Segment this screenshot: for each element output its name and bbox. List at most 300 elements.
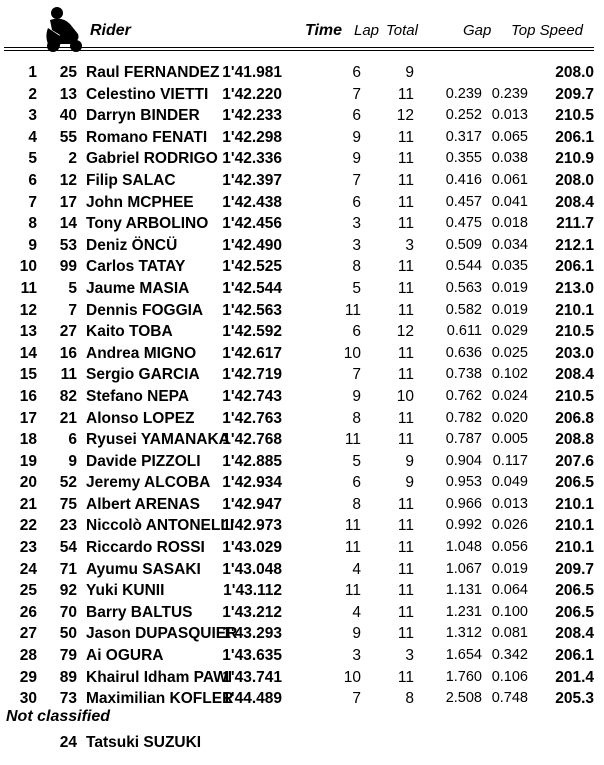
rider-number: 5: [68, 279, 77, 297]
lap-time: 1'42.934: [222, 474, 282, 492]
lap-number: 11: [344, 301, 361, 319]
top-speed: 209.7: [555, 85, 594, 103]
rider-name: Kaito TOBA: [86, 323, 173, 341]
gap-to-previous: 0.024: [491, 387, 528, 404]
top-speed: 210.1: [555, 495, 594, 513]
rider-number: 40: [59, 107, 77, 125]
top-speed: 206.1: [555, 128, 594, 146]
rider-name: Yuki KUNII: [86, 582, 165, 600]
gap-to-first: 0.762: [445, 387, 482, 404]
gap-to-previous: 0.034: [491, 236, 528, 253]
gap-to-previous: 0.061: [491, 171, 528, 188]
rider-number: 16: [59, 344, 77, 362]
total-laps: 11: [397, 409, 414, 427]
position: 1: [28, 64, 37, 81]
total-laps: 9: [405, 64, 414, 81]
results-table: [0, 62, 604, 710]
gap-to-first: 0.475: [445, 215, 482, 232]
table-row: [0, 148, 604, 170]
gap-to-first: 0.992: [445, 517, 482, 534]
lap-time: 1'42.719: [222, 366, 282, 384]
total-laps: 11: [397, 603, 414, 621]
rider-name: Tatsuki SUZUKI: [86, 734, 202, 751]
lap-time: 1'44.489: [222, 690, 282, 708]
header-lap: Lap: [354, 22, 380, 39]
total-laps: 9: [405, 452, 414, 470]
lap-time: 1'43.741: [222, 668, 282, 686]
rider-number: 23: [59, 517, 77, 535]
lap-number: 9: [352, 625, 361, 643]
total-laps: 11: [397, 344, 414, 362]
gap-to-first: 0.636: [445, 344, 482, 361]
table-row: [0, 451, 604, 473]
rider-name: Darryn BINDER: [86, 107, 200, 125]
position: 23: [19, 539, 37, 557]
position: 14: [19, 344, 37, 362]
total-laps: 11: [397, 301, 414, 319]
lap-time: 1'42.592: [222, 323, 282, 341]
gap-to-previous: 0.081: [491, 625, 528, 642]
top-speed: 210.1: [555, 517, 594, 535]
lap-time: 1'43.212: [222, 603, 282, 621]
top-speed: 207.6: [555, 452, 594, 470]
lap-time: 1'43.635: [222, 647, 282, 665]
gap-to-first: 0.738: [445, 366, 482, 383]
top-speed: 208.8: [555, 431, 594, 449]
total-laps: 10: [396, 387, 414, 405]
total-laps: 11: [397, 366, 414, 384]
lap-number: 4: [352, 603, 361, 621]
rider-name: Niccolò ANTONELLI: [86, 517, 235, 535]
rider-number: 2: [68, 150, 77, 168]
total-laps: 8: [405, 690, 414, 708]
rider-number: 82: [59, 387, 77, 405]
lap-number: 10: [343, 668, 361, 686]
position: 11: [20, 279, 37, 297]
rider-number: 13: [59, 85, 77, 103]
top-speed: 208.4: [555, 193, 594, 211]
rider-name: Celestino VIETTI: [86, 85, 209, 103]
total-laps: 11: [397, 495, 414, 513]
lap-number: 7: [352, 690, 361, 708]
lap-time: 1'42.490: [222, 236, 282, 254]
total-laps: 11: [397, 431, 414, 449]
lap-time: 1'42.763: [222, 409, 282, 427]
gap-to-previous: 0.005: [491, 431, 528, 448]
position: 15: [19, 366, 37, 384]
gap-to-previous: 0.100: [491, 603, 528, 620]
position: 5: [28, 150, 37, 168]
gap-to-first: 0.317: [445, 128, 482, 145]
table-row: [0, 62, 604, 84]
top-speed: 206.5: [555, 603, 594, 621]
gap-to-previous: 0.748: [491, 690, 528, 707]
top-speed: 205.3: [555, 690, 594, 708]
total-laps: 11: [397, 128, 414, 146]
position: 21: [19, 495, 37, 513]
gap-to-previous: 0.013: [491, 107, 528, 124]
rider-number: 25: [59, 64, 77, 81]
rider-name: Ayumu SASAKI: [86, 560, 201, 578]
gap-to-previous: 0.029: [491, 323, 528, 340]
lap-number: 6: [352, 193, 361, 211]
gap-to-previous: 0.064: [491, 582, 528, 599]
lap-time: 1'42.298: [222, 128, 282, 146]
gap-to-previous: 0.020: [491, 409, 528, 426]
gap-to-first: 0.953: [445, 474, 482, 491]
top-speed: 209.7: [555, 560, 594, 578]
gap-to-first: 0.966: [445, 495, 482, 512]
rider-number: 12: [59, 171, 77, 189]
header-divider-bottom: [4, 50, 594, 51]
lap-time: 1'42.885: [222, 452, 282, 470]
gap-to-previous: 0.342: [491, 647, 528, 664]
total-laps: 11: [397, 539, 414, 557]
top-speed: 208.4: [555, 625, 594, 643]
lap-number: 9: [352, 387, 361, 405]
position: 22: [19, 517, 37, 535]
gap-to-first: 1.654: [445, 647, 482, 664]
top-speed: 211.7: [556, 215, 594, 233]
gap-to-first: 0.239: [445, 85, 482, 102]
table-row: [0, 213, 604, 235]
lap-number: 6: [352, 107, 361, 125]
lap-time: 1'43.112: [223, 582, 282, 600]
lap-number: 3: [352, 215, 361, 233]
rider-name: John MCPHEE: [86, 193, 194, 211]
rider-number: 71: [59, 560, 77, 578]
table-row: [0, 688, 604, 710]
header-time: Time: [305, 22, 343, 39]
rider-name: Gabriel RODRIGO: [86, 150, 218, 168]
table-row: [0, 494, 604, 516]
gap-to-first: 0.252: [445, 107, 482, 124]
header-top-speed: Top Speed: [511, 22, 584, 39]
table-row: [0, 515, 604, 537]
lap-number: 11: [344, 582, 361, 600]
rider-name: Khairul Idham PAWI: [86, 668, 233, 686]
gap-to-first: 1.067: [445, 560, 482, 577]
top-speed: 210.5: [555, 107, 594, 125]
rider-number: 50: [59, 625, 77, 643]
table-row: [0, 602, 604, 624]
total-laps: 11: [397, 215, 414, 233]
lap-number: 3: [352, 647, 361, 665]
gap-to-first: 1.231: [445, 603, 482, 620]
rider-number: 7: [68, 301, 77, 319]
position: 27: [19, 625, 37, 643]
top-speed: 203.0: [555, 344, 594, 362]
rider-number: 14: [59, 215, 77, 233]
top-speed: 212.1: [555, 236, 594, 254]
table-row: [0, 580, 604, 602]
lap-time: 1'42.397: [222, 171, 282, 189]
header-rider: Rider: [90, 22, 131, 39]
gap-to-first: 0.563: [445, 279, 482, 296]
table-row: [0, 192, 604, 214]
rider-name: Jaume MASIA: [86, 279, 190, 297]
gap-to-previous: 0.026: [491, 517, 528, 534]
rider-number: 52: [59, 474, 77, 492]
total-laps: 11: [397, 171, 414, 189]
rider-name: Andrea MIGNO: [86, 344, 197, 362]
lap-time: 1'43.048: [222, 560, 282, 578]
table-row: [0, 278, 604, 300]
position: 25: [19, 582, 37, 600]
top-speed: 208.0: [555, 64, 594, 81]
lap-number: 8: [352, 409, 361, 427]
lap-number: 4: [352, 560, 361, 578]
rider-name: Deniz ÖNCÜ: [86, 236, 178, 254]
not-classified-title: Not classified: [6, 708, 111, 725]
table-row: [0, 386, 604, 408]
header-gap: Gap: [463, 22, 492, 39]
lap-time: 1'42.973: [222, 517, 282, 535]
rider-number: 73: [59, 690, 77, 708]
gap-to-previous: 0.106: [491, 668, 528, 685]
top-speed: 210.1: [555, 301, 594, 319]
lap-number: 3: [352, 236, 361, 254]
position: 16: [19, 387, 37, 405]
rider-name: Riccardo ROSSI: [86, 539, 205, 557]
rider-number: 53: [59, 236, 77, 254]
gap-to-previous: 0.018: [491, 215, 528, 232]
lap-number: 10: [343, 344, 361, 362]
top-speed: 206.8: [555, 409, 594, 427]
gap-to-first: 0.611: [446, 323, 482, 340]
lap-number: 7: [352, 366, 361, 384]
lap-number: 9: [352, 128, 361, 146]
position: 7: [28, 193, 37, 211]
lap-number: 5: [352, 279, 361, 297]
top-speed: 210.5: [555, 323, 594, 341]
rider-name: Stefano NEPA: [86, 387, 190, 405]
total-laps: 11: [397, 193, 414, 211]
lap-number: 6: [352, 323, 361, 341]
table-row: [0, 127, 604, 149]
gap-to-previous: 0.065: [491, 128, 528, 145]
top-speed: 210.5: [555, 387, 594, 405]
rider-number: 17: [59, 193, 77, 211]
total-laps: 11: [397, 625, 414, 643]
gap-to-first: 0.582: [445, 301, 482, 318]
table-row: [0, 645, 604, 667]
position: 6: [28, 171, 37, 189]
lap-time: 1'42.563: [222, 301, 282, 319]
position: 4: [28, 128, 37, 146]
lap-number: 8: [352, 258, 361, 276]
position: 29: [19, 668, 37, 686]
lap-time: 1'43.029: [222, 539, 282, 557]
lap-time: 1'41.981: [222, 64, 282, 81]
rider-name: Filip SALAC: [86, 171, 176, 189]
header-total: Total: [386, 22, 418, 39]
position: 24: [19, 560, 37, 578]
total-laps: 3: [405, 236, 414, 254]
lap-number: 11: [344, 539, 361, 557]
top-speed: 208.4: [555, 366, 594, 384]
position: 3: [28, 107, 37, 125]
gap-to-first: 0.787: [445, 431, 482, 448]
lap-number: 11: [344, 431, 361, 449]
rider-number: 21: [59, 409, 77, 427]
gap-to-first: 0.544: [445, 258, 482, 275]
rider-name: Maximilian KOFLER: [86, 690, 234, 708]
table-row: [0, 623, 604, 645]
gap-to-first: 0.904: [445, 452, 482, 469]
table-row: [0, 364, 604, 386]
rider-name: Jeremy ALCOBA: [86, 474, 211, 492]
table-row: [0, 559, 604, 581]
lap-time: 1'42.617: [222, 344, 282, 362]
table-header: [0, 0, 604, 56]
top-speed: 206.5: [555, 582, 594, 600]
lap-time: 1'42.233: [222, 107, 282, 125]
top-speed: 206.5: [555, 474, 594, 492]
position: 28: [19, 647, 37, 665]
gap-to-first: 2.508: [445, 690, 482, 707]
gap-to-previous: 0.049: [491, 474, 528, 491]
gap-to-previous: 0.035: [491, 258, 528, 275]
position: 9: [28, 236, 37, 254]
total-laps: 12: [396, 323, 414, 341]
top-speed: 210.1: [555, 539, 594, 557]
lap-number: 6: [352, 64, 361, 81]
rider-name: Albert ARENAS: [86, 495, 200, 513]
gap-to-previous: 0.019: [491, 301, 528, 318]
rider-name: Dennis FOGGIA: [86, 301, 204, 319]
total-laps: 11: [397, 582, 414, 600]
lap-number: 11: [344, 517, 361, 535]
rider-name: Jason DUPASQUIER: [86, 625, 238, 643]
rider-name: Barry BALTUS: [86, 603, 193, 621]
gap-to-first: 1.312: [445, 625, 482, 642]
lap-number: 7: [352, 85, 361, 103]
rider-name: Ryusei YAMANAKA: [86, 431, 230, 449]
gap-to-first: 0.782: [445, 409, 482, 426]
top-speed: 208.0: [555, 171, 594, 189]
gap-to-previous: 0.239: [491, 85, 528, 102]
rider-name: Tony ARBOLINO: [86, 215, 209, 233]
header-divider-top: [4, 47, 594, 48]
position: 20: [19, 474, 37, 492]
position: 17: [19, 409, 37, 427]
gap-to-first: 0.355: [445, 150, 482, 167]
position: 19: [19, 452, 37, 470]
rider-number: 70: [59, 603, 77, 621]
total-laps: 3: [405, 647, 414, 665]
top-speed: 213.0: [555, 279, 594, 297]
rider-number: 89: [59, 668, 77, 686]
rider-number: 79: [59, 647, 77, 665]
table-row: [0, 235, 604, 257]
table-row: [0, 256, 604, 278]
position: 30: [19, 690, 37, 708]
rider-number: 9: [68, 452, 77, 470]
rider-name: Romano FENATI: [86, 128, 208, 146]
table-row: [0, 408, 604, 430]
gap-to-first: 1.760: [445, 668, 482, 685]
position: 12: [19, 301, 37, 319]
rider-number: 6: [68, 431, 77, 449]
gap-to-previous: 0.019: [491, 560, 528, 577]
position: 2: [28, 85, 37, 103]
rider-name: Ai OGURA: [86, 647, 164, 665]
table-row: [0, 537, 604, 559]
table-row: [0, 429, 604, 451]
total-laps: 11: [397, 517, 414, 535]
table-row: [0, 343, 604, 365]
total-laps: 11: [397, 668, 414, 686]
table-row: [0, 170, 604, 192]
lap-time: 1'42.525: [222, 258, 282, 276]
gap-to-previous: 0.102: [491, 366, 528, 383]
table-row: [0, 105, 604, 127]
gap-to-previous: 0.038: [491, 150, 528, 167]
total-laps: 11: [397, 258, 414, 276]
lap-time: 1'42.336: [222, 150, 282, 168]
gap-to-previous: 0.117: [492, 452, 528, 469]
rider-number: 55: [59, 128, 77, 146]
rider-name: Carlos TATAY: [86, 258, 186, 276]
gap-to-first: 0.509: [445, 236, 482, 253]
lap-time: 1'43.293: [222, 625, 282, 643]
lap-number: 8: [352, 495, 361, 513]
gap-to-first: 0.416: [445, 171, 482, 188]
rider-number: 11: [60, 366, 77, 384]
lap-time: 1'42.456: [222, 215, 282, 233]
gap-to-first: 1.048: [445, 539, 482, 556]
total-laps: 11: [397, 85, 414, 103]
table-row: [0, 321, 604, 343]
gap-to-previous: 0.013: [491, 495, 528, 512]
gap-to-previous: 0.056: [491, 539, 528, 556]
position: 18: [19, 431, 37, 449]
gap-to-first: 1.131: [445, 582, 482, 599]
position: 8: [28, 215, 37, 233]
position: 10: [19, 258, 37, 276]
top-speed: 206.1: [555, 647, 594, 665]
lap-time: 1'42.220: [222, 85, 282, 103]
lap-number: 9: [352, 150, 361, 168]
lap-time: 1'42.438: [222, 193, 282, 211]
total-laps: 11: [397, 279, 414, 297]
gap-to-previous: 0.025: [491, 344, 528, 361]
lap-time: 1'42.544: [222, 279, 282, 297]
rider-number: 24: [59, 734, 77, 751]
lap-number: 7: [352, 171, 361, 189]
rider-number: 75: [59, 495, 77, 513]
position: 26: [19, 603, 37, 621]
total-laps: 12: [396, 107, 414, 125]
lap-number: 5: [352, 452, 361, 470]
gap-to-first: 0.457: [445, 193, 482, 210]
rider-number: 99: [59, 258, 77, 276]
rider-number: 92: [59, 582, 77, 600]
lap-number: 6: [352, 474, 361, 492]
rider-name: Sergio GARCIA: [86, 366, 200, 384]
top-speed: 210.9: [555, 150, 594, 168]
table-row: [0, 667, 604, 689]
position: 13: [19, 323, 37, 341]
gap-to-previous: 0.041: [491, 193, 528, 210]
rider-number: 54: [59, 539, 77, 557]
lap-time: 1'42.768: [222, 431, 282, 449]
total-laps: 11: [397, 150, 414, 168]
rider-name: Davide PIZZOLI: [86, 452, 201, 470]
not-classified-row: [0, 732, 604, 754]
table-row: [0, 472, 604, 494]
